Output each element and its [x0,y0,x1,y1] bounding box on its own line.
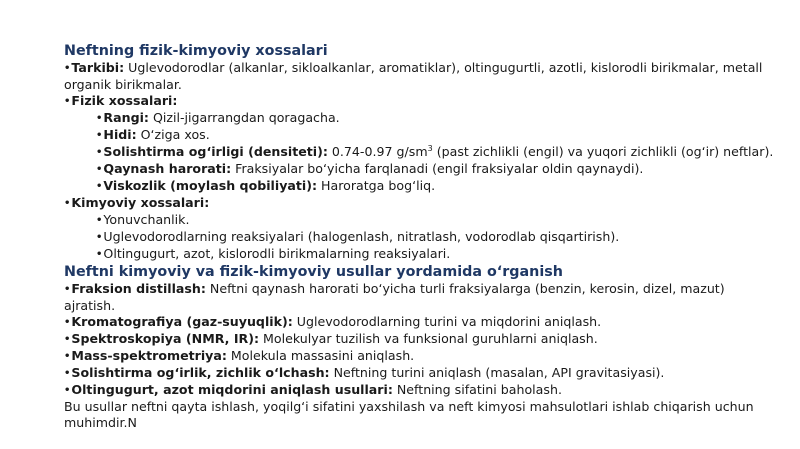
item-text: Molekula massasini aniqlash. [226,348,415,363]
sub-bullet-solishtirma [64,144,776,161]
item-label: Solishtirma og‘irlik, zichlik o‘lchash: [71,365,330,380]
bullet-icon: • [64,351,71,362]
item-text: Oltingugurt, azot, kislorodli birikmalarning reaksiyalari. [103,246,451,261]
bullet-icon: • [64,385,71,396]
bullet-icon: • [64,96,71,107]
bullet-icon: • [96,130,103,141]
bullet-icon: • [96,232,103,243]
bullet-icon: • [64,198,71,209]
item-text: Fraksiyalar bo‘yicha farqlanadi (engil fraksiyalar oldin qaynaydi). [231,161,644,176]
bullet-icon: • [64,317,71,328]
item-label: Mass-spektrometriya: [71,348,227,363]
sub-bullet-hidi [64,127,776,144]
item-text-after: (past zichlikli (engil) va yuqori zichlikli (og‘ir) neftlar). [432,144,774,159]
item-text: O‘ziga xos. [136,127,210,142]
bullet-spektroskopiya [64,331,776,348]
bullet-kimyoviy-xossalari [64,195,776,212]
bullet-zichlik [64,365,776,382]
bullet-mass-spektrometriya [64,348,776,365]
item-label: Rangi: [103,110,149,125]
bullet-icon: • [64,368,71,379]
tarkibi-text: Uglevodorodlar (alkanlar, sikloalkanlar, aromatiklar), oltingugurtli, azotli, kislorodli birikmalar, metall organik birikmalar. [64,60,763,92]
bullet-icon: • [64,284,71,295]
tarkibi-label: Tarkibi: [71,60,125,75]
item-text: Uglevodorodlarning reaksiyalari (halogenlash, nitratlash, vodorodlab qisqartirish). [103,229,620,244]
sub-bullet-qaynash [64,161,776,178]
item-label: Fraksion distillash: [71,281,206,296]
item-label: Kromatografiya (gaz-suyuqlik): [71,314,293,329]
item-text: Qizil-jigarrangdan qoragacha. [148,110,340,125]
sub-bullet-reaksiyalar [64,229,776,246]
item-text: Yonuvchanlik. [103,212,190,227]
item-label: Qaynash harorati: [103,161,232,176]
slide-content [64,42,776,431]
item-text: Molekulyar tuzilish va funksional guruhlarni aniqlash. [259,331,598,346]
bullet-kromatografiya [64,314,776,331]
item-text: Haroratga bog‘liq. [317,178,436,193]
item-text: Neftni qaynash harorati bo‘yicha turli fraksiyalarga (benzin, kerosin, dizel, mazut) ajratish. [64,281,725,313]
bullet-icon: • [96,181,103,192]
bullet-tarkibi [64,60,776,93]
bullet-fizik-xossalari [64,93,776,110]
conclusion-text: Bu usullar neftni qayta ishlash, yoqilg‘i sifatini yaxshilash va neft kimyosi mahsulotlari ishlab chiqarish uchun muhimdir.N [64,399,754,430]
sub-bullet-rangi [64,110,776,127]
bullet-icon: • [64,334,71,345]
item-label: Viskozlik (moylash qobiliyati): [103,178,318,193]
item-text: 0.74-0.97 g/sm [327,144,428,159]
item-label: Solishtirma og‘irligi (densiteti): [103,144,328,159]
sub-bullet-viskozlik [64,178,776,195]
kimyoviy-label: Kimyoviy xossalari: [71,195,210,210]
bullet-icon: • [96,164,103,175]
section-title-methods: Neftni kimyoviy va fizik-kimyoviy usullar yordamida o‘rganish [64,264,563,280]
bullet-icon: • [96,147,103,158]
item-label: Hidi: [103,127,137,142]
bullet-icon: • [96,113,103,124]
item-text: Neftning sifatini baholash. [392,382,562,397]
item-label: Oltingugurt, azot miqdorini aniqlash usullari: [71,382,393,397]
bullet-icon: • [64,63,71,74]
superscript: 3 [427,143,433,153]
bullet-icon: • [96,215,103,226]
fizik-label: Fizik xossalari: [71,93,178,108]
bullet-icon: • [96,249,103,260]
item-text: Uglevodorodlarning turini va miqdorini aniqlash. [292,314,602,329]
item-text: Neftning turini aniqlash (masalan, API gravitasiyasi). [329,365,665,380]
bullet-oltingugurt-azot [64,382,776,399]
bullet-fraksion [64,281,776,314]
item-label: Spektroskopiya (NMR, IR): [71,331,260,346]
sub-bullet-oltingugurt [64,246,776,263]
sub-bullet-yonuvchanlik [64,212,776,229]
section-title-properties: Neftning fizik-kimyoviy xossalari [64,43,328,59]
